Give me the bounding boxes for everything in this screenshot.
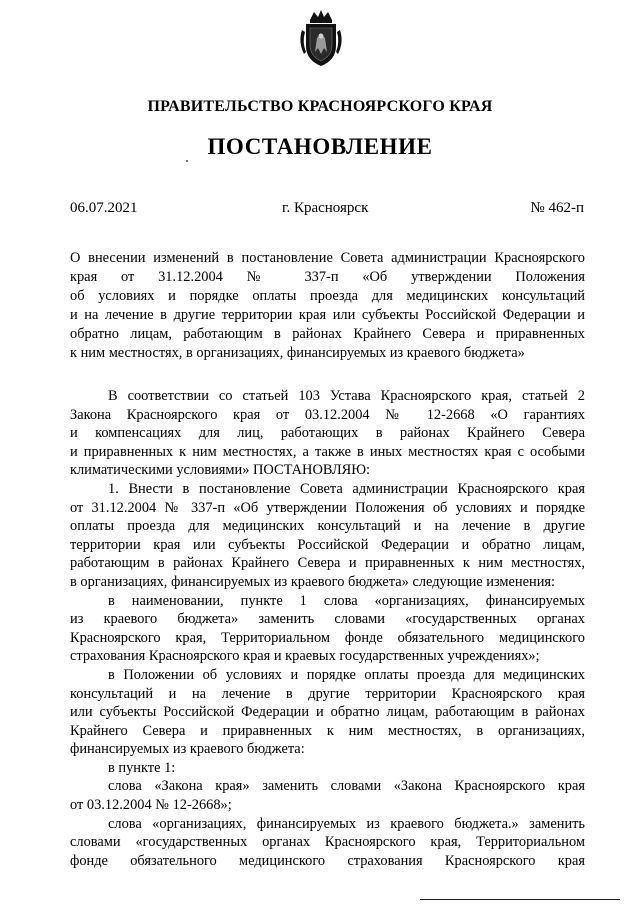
body-line: Красноярского края, Территориальном фонде обязательного медицинского [70,629,585,646]
body-line: в Положении об условиях и порядке оплаты проезда для медицинских [108,666,585,683]
body-line: словами «государственных органах Красноярского края, Территориальном [70,834,585,851]
document-date: 06.07.2021 [70,200,138,216]
document-subject [70,249,585,363]
footer-rule [420,899,620,900]
document-city: г. Красноярск [282,200,369,216]
body-line: оплаты проезда для медицинских консультаций и на лечение в другие [70,518,585,535]
body-line: территории края или субъекты Российской Федерации и обратно лицам, [70,536,585,553]
government-title: ПРАВИТЕЛЬСТВО КРАСНОЯРСКОГО КРАЯ [147,98,493,115]
coat-of-arms-icon [296,8,346,68]
body-line: слова «организациях, финансируемых из краевого бюджета.» заменить [108,815,585,832]
body-line: от 03.12.2004 № 12-2668»; [70,797,232,814]
body-line: Закона Красноярского края от 03.12.2004 № 12-2668 «О гарантиях [70,406,585,423]
body-line: в пункте 1: [108,759,176,776]
subject-line: к ним местностях, в организациях, финансируемых из краевого бюджета» [70,345,525,361]
subject-line: об условиях и порядке оплаты проезда для медицинских консультаций [70,288,585,304]
body-line: консультаций и на лечение в другие территории Красноярского края [70,685,585,702]
scan-speck [186,160,188,162]
body-line: 1. Внести в постановление Совета администрации Красноярского края [108,480,585,497]
body-line: от 31.12.2004 № 337-п «Об утверждении Положения об условиях и порядке [70,499,585,516]
body-line: и приравненных к ним местностях, а также в иных местностях края с особыми [70,443,585,460]
subject-line: и на лечение в другие территории края или субъекты Российской Федерации и [70,307,585,323]
subject-line: обратно лицам, работающим в районах Крайнего Севера и приравненных [70,326,585,342]
body-line: из краевого бюджета» заменить словами «государственных органах [70,611,585,628]
body-line: в организациях, финансируемых из краевого бюджета» следующие изменения: [70,573,556,590]
body-line: и компенсациях для лиц, работающих в районах Крайнего Севера [70,425,585,442]
body-line: фонде обязательного медицинского страхования Красноярского края [70,852,585,869]
body-line: в наименовании, пункте 1 слова «организациях, финансируемых [108,592,585,609]
body-line: или субъекты Российской Федерации и обратно лицам, работающим в районах [70,704,585,721]
document-body [70,387,585,870]
body-line: В соответствии со статьей 103 Устава Красноярского края, статьей 2 [108,388,585,404]
body-line: Крайнего Севера и приравненных к ним местностях, в организациях, [70,722,585,739]
document-number: № 462-п [530,200,584,216]
body-line: финансируемых из краевого бюджета: [70,741,305,758]
body-line: слова «Закона края» заменить словами «Закона Красноярского края [108,778,585,795]
subject-line: О внесении изменений в постановление Совета администрации Красноярского [70,250,585,266]
body-line: страхования Красноярского края и краевых государственных учреждениях»; [70,648,540,665]
document-type-title: ПОСТАНОВЛЕНИЕ [207,134,433,159]
body-line: климатическими условиями» ПОСТАНОВЛЯЮ: [70,462,371,479]
body-line: работающим в районах Крайнего Севера и приравненных к ним местностях, [70,555,585,572]
subject-line: края от 31.12.2004 № 337-п «Об утверждении Положения [70,269,585,285]
